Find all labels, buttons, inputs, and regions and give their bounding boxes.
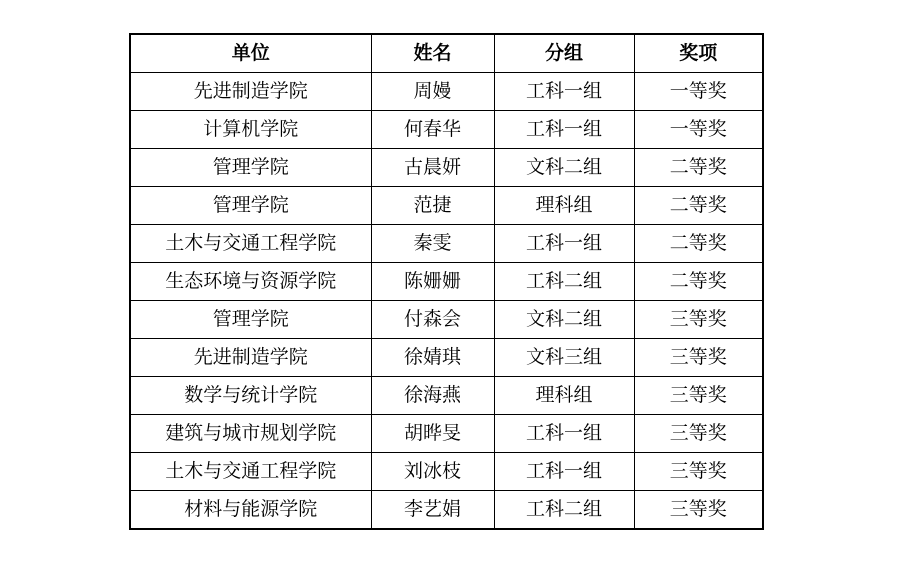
cell-name: 秦雯 [371, 225, 494, 263]
cell-group: 工科一组 [494, 225, 634, 263]
cell-name: 李艺娟 [371, 491, 494, 530]
cell-unit: 土木与交通工程学院 [130, 225, 371, 263]
cell-award: 一等奖 [634, 111, 763, 149]
header-cell-name: 姓名 [371, 34, 494, 73]
cell-award: 三等奖 [634, 491, 763, 530]
cell-award: 二等奖 [634, 149, 763, 187]
cell-award: 二等奖 [634, 263, 763, 301]
cell-group: 理科组 [494, 377, 634, 415]
award-table [129, 33, 764, 530]
table-row [130, 149, 763, 187]
cell-name: 何春华 [371, 111, 494, 149]
table-row [130, 339, 763, 377]
header-cell-group: 分组 [494, 34, 634, 73]
cell-award: 三等奖 [634, 415, 763, 453]
table-row [130, 377, 763, 415]
cell-award: 三等奖 [634, 377, 763, 415]
table-row [130, 73, 763, 111]
cell-unit: 材料与能源学院 [130, 491, 371, 530]
table-header [130, 34, 763, 73]
cell-name: 付森会 [371, 301, 494, 339]
cell-name: 陈姗姗 [371, 263, 494, 301]
cell-group: 工科一组 [494, 453, 634, 491]
header-row [130, 34, 763, 73]
cell-unit: 先进制造学院 [130, 339, 371, 377]
cell-award: 二等奖 [634, 187, 763, 225]
cell-award: 三等奖 [634, 301, 763, 339]
table-row [130, 187, 763, 225]
cell-name: 刘冰枝 [371, 453, 494, 491]
cell-unit: 数学与统计学院 [130, 377, 371, 415]
cell-name: 范捷 [371, 187, 494, 225]
table-row [130, 263, 763, 301]
table-row [130, 225, 763, 263]
cell-unit: 管理学院 [130, 149, 371, 187]
cell-award: 二等奖 [634, 225, 763, 263]
cell-group: 文科三组 [494, 339, 634, 377]
cell-group: 文科二组 [494, 149, 634, 187]
cell-name: 周嫚 [371, 73, 494, 111]
cell-unit: 建筑与城市规划学院 [130, 415, 371, 453]
cell-unit: 管理学院 [130, 301, 371, 339]
cell-award: 三等奖 [634, 339, 763, 377]
cell-award: 三等奖 [634, 453, 763, 491]
cell-name: 胡晔旻 [371, 415, 494, 453]
cell-unit: 先进制造学院 [130, 73, 371, 111]
cell-name: 徐婧琪 [371, 339, 494, 377]
cell-unit: 生态环境与资源学院 [130, 263, 371, 301]
cell-group: 工科一组 [494, 111, 634, 149]
header-cell-award: 奖项 [634, 34, 763, 73]
table-row [130, 453, 763, 491]
cell-unit: 土木与交通工程学院 [130, 453, 371, 491]
cell-group: 文科二组 [494, 301, 634, 339]
cell-unit: 管理学院 [130, 187, 371, 225]
table-row [130, 415, 763, 453]
cell-group: 理科组 [494, 187, 634, 225]
cell-award: 一等奖 [634, 73, 763, 111]
cell-unit: 计算机学院 [130, 111, 371, 149]
cell-group: 工科二组 [494, 263, 634, 301]
cell-group: 工科一组 [494, 415, 634, 453]
cell-group: 工科二组 [494, 491, 634, 530]
header-cell-unit: 单位 [130, 34, 371, 73]
cell-name: 古晨妍 [371, 149, 494, 187]
cell-name: 徐海燕 [371, 377, 494, 415]
cell-group: 工科一组 [494, 73, 634, 111]
award-table-container [129, 33, 764, 530]
table-row [130, 301, 763, 339]
table-body [130, 73, 763, 530]
table-row [130, 491, 763, 530]
table-row [130, 111, 763, 149]
